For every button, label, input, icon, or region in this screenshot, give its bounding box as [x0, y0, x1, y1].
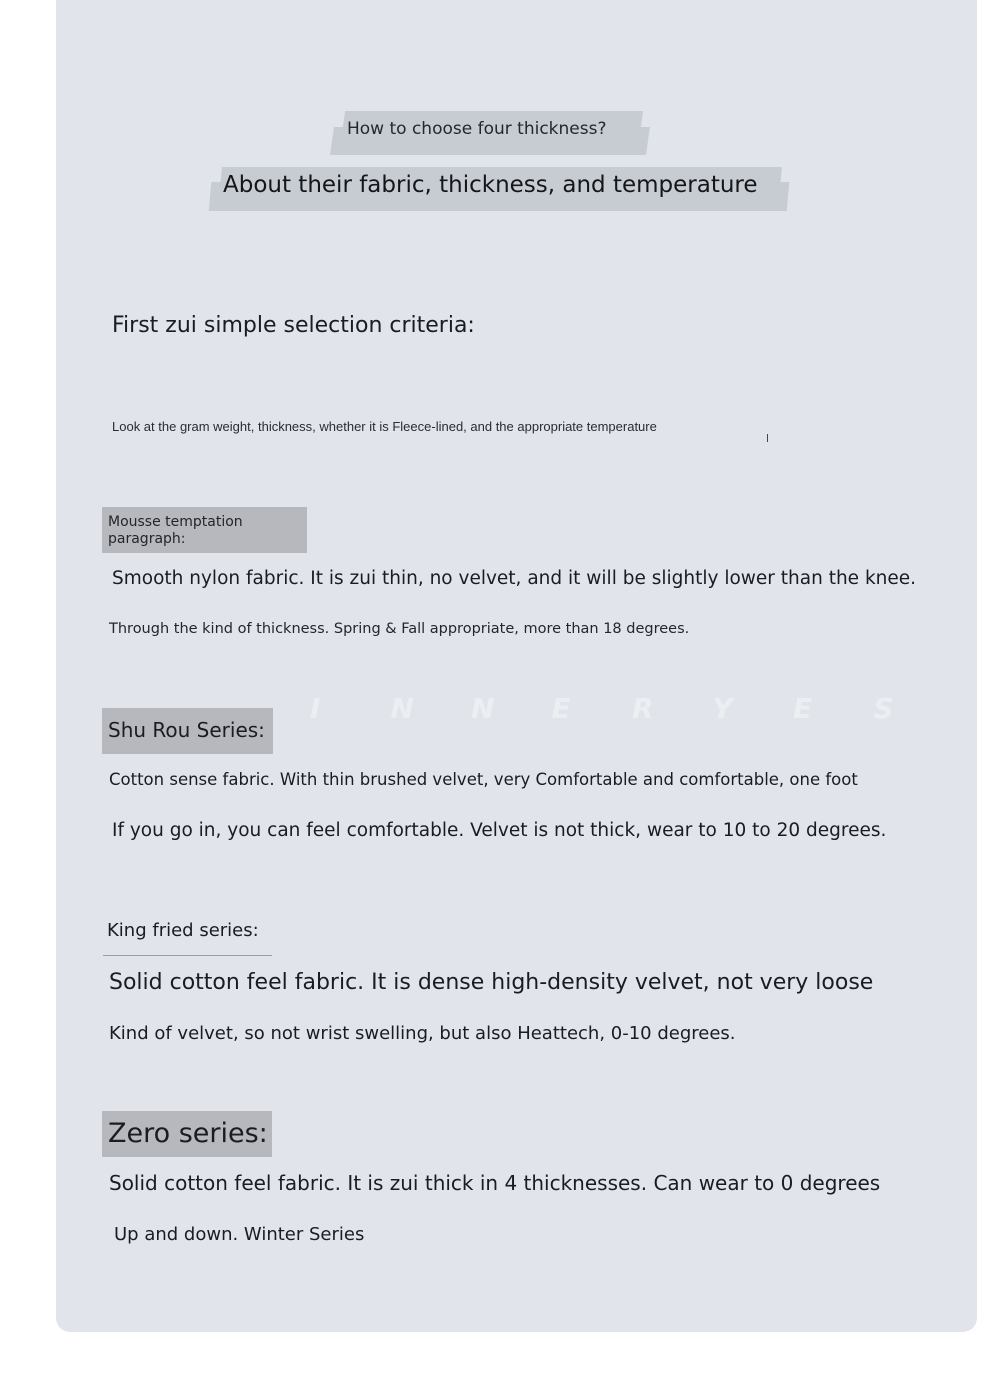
watermark-letter: I — [310, 692, 321, 725]
watermark-letter: Y — [712, 692, 733, 725]
watermark-letter: N — [390, 692, 414, 725]
watermark-letter: R — [632, 692, 654, 725]
text-cursor-mark — [767, 434, 768, 442]
brand-watermark — [310, 692, 910, 725]
mousse-description-line-1: Smooth nylon fabric. It is zui thin, no velvet, and it will be slightly lower than the knee. — [112, 568, 917, 589]
watermark-letter: E — [793, 692, 813, 725]
criteria-heading: First zui simple selection criteria: — [112, 313, 475, 338]
king-fried-series-label: King fried series: — [107, 920, 259, 941]
king-fried-description-line-2: Kind of velvet, so not wrist swelling, but also Heattech, 0-10 degrees. — [109, 1023, 736, 1044]
criteria-text: Look at the gram weight, thickness, whether it is Fleece-lined, and the appropriate temperature — [112, 419, 657, 434]
mousse-description-line-2: Through the kind of thickness. Spring & Fall appropriate, more than 18 degrees. — [109, 621, 690, 637]
zero-description-line-2: Up and down. Winter Series — [114, 1224, 365, 1245]
shu-rou-description-line-1: Cotton sense fabric. With thin brushed velvet, very Comfortable and comfortable, one foot — [109, 770, 858, 789]
mousse-series-label: Mousse temptation paragraph: — [108, 514, 243, 547]
zero-series-label: Zero series: — [108, 1118, 268, 1149]
shu-rou-description-line-2: If you go in, you can feel comfortable. Velvet is not thick, wear to 10 to 20 degrees. — [112, 820, 887, 841]
zero-description-line-1: Solid cotton feel fabric. It is zui thick in 4 thicknesses. Can wear to 0 degrees — [109, 1171, 881, 1195]
shu-rou-series-label: Shu Rou Series: — [108, 718, 265, 742]
watermark-letter: S — [873, 692, 894, 725]
question-heading: How to choose four thickness? — [347, 119, 607, 139]
king-fried-underline — [103, 955, 272, 956]
watermark-letter: E — [551, 692, 571, 725]
watermark-letter: N — [471, 692, 495, 725]
page-title: About their fabric, thickness, and temperature — [223, 172, 758, 198]
king-fried-description-line-1: Solid cotton feel fabric. It is dense high-density velvet, not very loose — [109, 970, 874, 995]
